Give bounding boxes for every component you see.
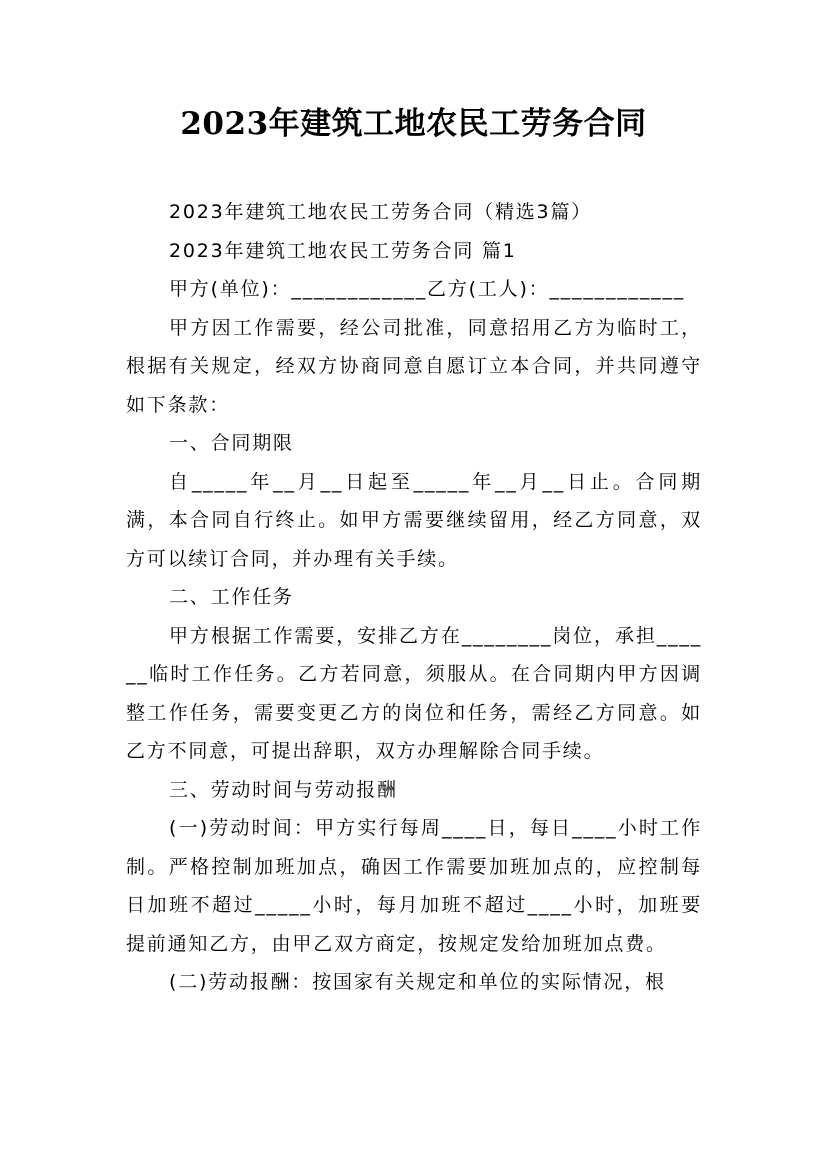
- paragraph-preamble: 甲方因工作需要，经公司批准，同意招用乙方为临时工，根据有关规定，经双方协商同意自愿订立本合同，并共同遵守如下条款：: [126, 316, 702, 416]
- paragraph-part-heading: 2023年建筑工地农民工劳务合同 篇1: [169, 239, 517, 262]
- section-heading-tasks: 二、工作任务: [169, 586, 294, 608]
- paragraph-tasks: 甲方根据工作需要，安排乙方在________岗位，承担______临时工作任务。乙方若同意，须服从。在合同期内甲方因调整工作任务，需要变更乙方的岗位和任务，需经乙方同意。如乙方不同意，可提出辞职，双方办理解除合同手续。: [126, 624, 702, 762]
- paragraph-remuneration: (二)劳动报酬：按国家有关规定和单位的实际情况，根: [169, 971, 666, 993]
- paragraph-working-hours: (一)劳动时间：甲方实行每周____日，每日____小时工作制。严格控制加班加点，确因工作需要加班加点的，应控制每日加班不超过_____小时，每月加班不超过____小时，加班要提前通知乙方，由甲乙双方商定，按规定发给加班加点费。: [126, 817, 702, 955]
- paragraph-subtitle: 2023年建筑工地农民工劳务合同（精选3篇）: [169, 201, 593, 223]
- paragraph-term: 自_____年__月__日起至_____年__月__日止。合同期满，本合同自行终止。如甲方需要继续留用，经乙方同意，双方可以续订合同，并办理有关手续。: [126, 470, 702, 570]
- section-heading-term: 一、合同期限: [169, 432, 294, 454]
- paragraph-parties: 甲方(单位)：____________乙方(工人)：____________: [169, 278, 686, 300]
- document-title: 2023年建筑工地农民工劳务合同: [180, 106, 647, 142]
- document-body: [126, 193, 702, 1002]
- section-heading-hours-pay: 三、劳动时间与劳动报酬: [169, 778, 398, 801]
